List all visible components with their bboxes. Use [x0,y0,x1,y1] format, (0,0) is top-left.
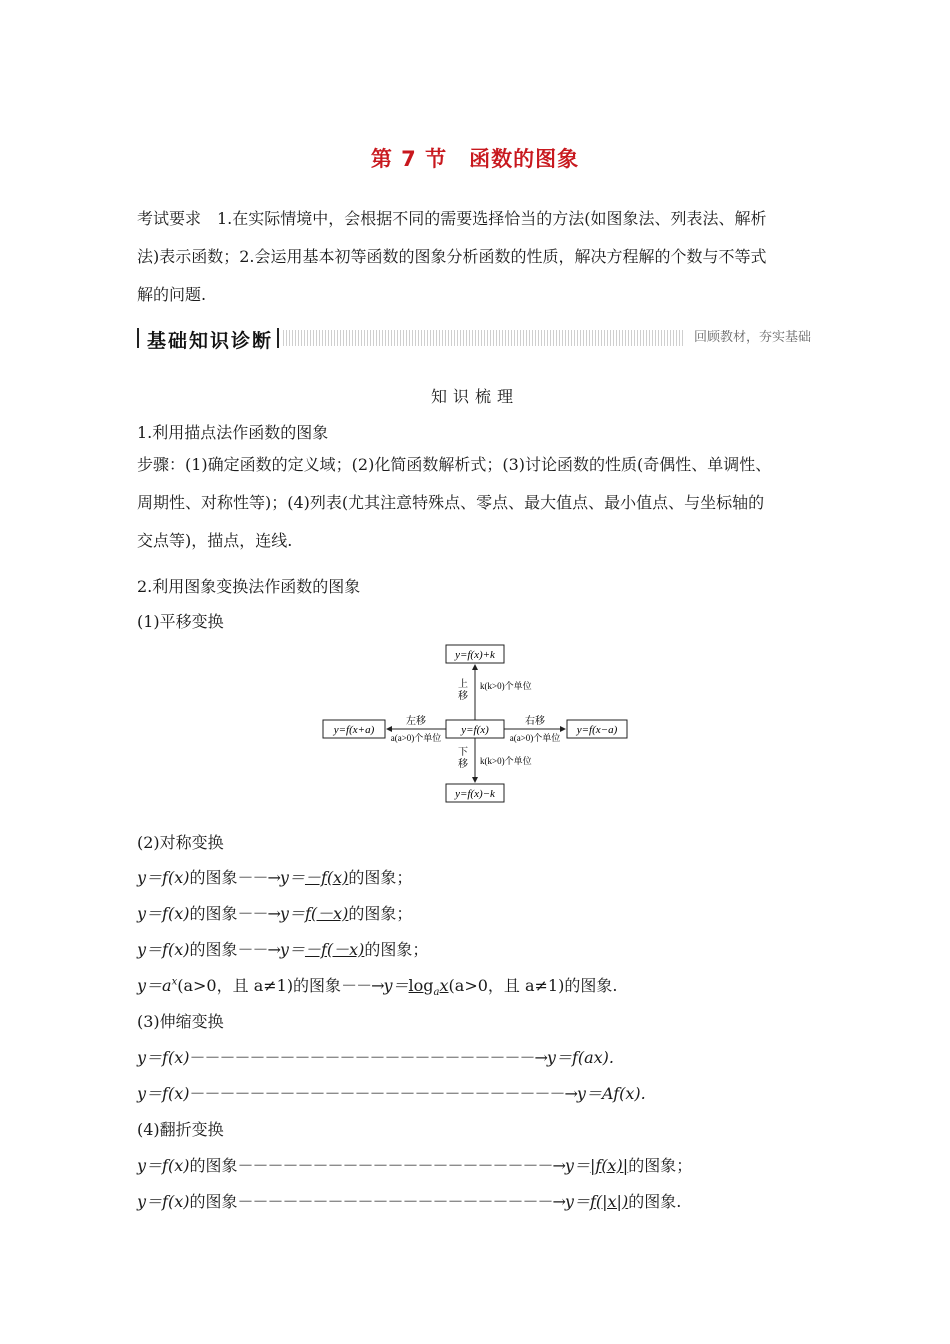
box-top-label: y=f(x)+k [455,649,495,661]
symmetry-row-1 [137,865,412,888]
item1-heading: 1.利用描点法作函数的图象 [137,423,329,442]
flip1-answer: |f(x)| [589,1156,629,1175]
sym2-y: y＝ [279,904,305,923]
symmetry-row-4 [137,973,617,998]
requirements-line-3: 解的问题. [137,285,207,304]
str1-arrow: －－－－－－－－－－－－－－－－－－－－－－－→ [189,1048,547,1067]
flip1-source: y＝f(x) [137,1156,190,1175]
down-move-char-1: 下 [458,747,468,758]
flip-row-1 [137,1153,692,1176]
flip2-text: 的图象 [189,1192,238,1211]
flip1-text: 的图象 [189,1156,238,1175]
str2-arrow: －－－－－－－－－－－－－－－－－－－－－－－－－→ [189,1084,577,1103]
left-move-label: 左移 [406,716,426,727]
down-move-char-2: 移 [458,759,468,770]
item1-line-2: 周期性、对称性等)；(4)列表(尤其注意特殊点、零点、最大值点、最小值点、与坐标轴的 [137,493,765,512]
item1-line-3: 交点等)，描点，连线. [137,531,293,550]
flip-row-2 [137,1189,681,1212]
sym3-tail: 的图象； [364,940,429,959]
stretch-row-2 [137,1081,646,1104]
symmetry-row-3 [137,937,428,960]
sym2-tail: 的图象； [348,904,413,923]
sym2-source: y＝f(x) [137,904,190,923]
sym4-text: (a>0，且 a≠1)的图象 [177,976,342,995]
up-move-char-1: 上 [458,679,468,690]
sym2-answer: f(－x) [304,904,349,923]
flip-heading: (4)翻折变换 [137,1120,224,1139]
stretch-heading: (3)伸缩变换 [137,1012,224,1031]
flip2-y: y＝ [564,1192,590,1211]
str1-result: y＝f(ax). [546,1048,615,1067]
sym1-source: y＝f(x) [137,868,190,887]
item1-steps [137,446,815,560]
sym4-tail: (a>0，且 a≠1)的图象. [448,976,618,995]
flip1-arrow: －－－－－－－－－－－－－－－－－－－－－→ [237,1156,565,1175]
symmetry-row-2 [137,901,412,924]
right-unit-label: a(a>0)个单位 [509,733,561,743]
down-unit-label: k(k>0)个单位 [480,756,532,766]
requirements-line-1: 考试要求 1.在实际情境中，会根据不同的需要选择恰当的方法(如图象法、列表法、解析 [137,209,767,228]
page-title: 第 7 节 函数的图象 [370,147,580,171]
sym4-arrow: －－→ [341,976,384,995]
sym4-log: log [408,976,434,995]
box-right-label: y=f(x−a) [576,724,618,736]
item2-heading: 2.利用图象变换法作函数的图象 [137,577,361,596]
flip1-y: y＝ [564,1156,590,1175]
right-move-label: 右移 [525,716,545,727]
item1-line-1: 步骤：(1)确定函数的定义域；(2)化简函数解析式；(3)讨论函数的性质(奇偶性、单调性、 [137,455,772,474]
sym1-tail: 的图象； [348,868,413,887]
banner-bar-left [137,328,139,348]
box-center-label: y=f(x) [461,724,489,736]
left-unit-label: a(a>0)个单位 [390,733,442,743]
flip1-tail: 的图象； [628,1156,693,1175]
translation-diagram [320,640,630,810]
up-unit-label: k(k>0)个单位 [480,681,532,691]
sym1-arrow: －－→ [237,868,280,887]
banner-label: 基础知识诊断 [147,330,274,352]
section-banner [137,326,815,350]
section-title: 知识梳理 [430,387,519,406]
str1-source: y＝f(x) [137,1048,190,1067]
banner-bar-mid [277,328,279,348]
sym3-text: 的图象 [189,940,238,959]
sym3-source: y＝f(x) [137,940,190,959]
box-left-label: y=f(x+a) [333,724,375,736]
flip2-tail: 的图象. [628,1192,682,1211]
banner-right-text: 回顾教材，夯实基础 [684,327,815,349]
stretch-row-1 [137,1045,614,1068]
flip2-answer: f(|x|) [589,1192,629,1211]
sym3-y: y＝ [279,940,305,959]
flip2-arrow: －－－－－－－－－－－－－－－－－－－－－→ [237,1192,565,1211]
symmetry-heading: (2)对称变换 [137,833,224,852]
sym4-y: y＝ [383,976,409,995]
sym1-answer: －f(x) [304,868,349,887]
box-bottom-label: y=f(x)−k [455,788,495,800]
str2-result: y＝Af(x). [576,1084,646,1103]
sym2-text: 的图象 [189,904,238,923]
translation-heading: (1)平移变换 [137,612,224,631]
sym4-source: y＝a [137,976,172,995]
up-move-char-2: 移 [458,691,468,702]
flip2-source: y＝f(x) [137,1192,190,1211]
sym3-arrow: －－→ [237,940,280,959]
str2-source: y＝f(x) [137,1084,190,1103]
sym2-arrow: －－→ [237,904,280,923]
sym4-x: x [439,976,449,995]
sym4-sub: a [433,987,440,999]
sym4-answer [408,976,449,999]
sym1-y: y＝ [279,868,305,887]
exam-requirements [137,200,815,314]
sym3-answer: －f(－x) [304,940,365,959]
sym1-text: 的图象 [189,868,238,887]
requirements-line-2: 法)表示函数；2.会运用基本初等函数的图象分析函数的性质，解决方程解的个数与不等式 [137,247,767,266]
sym4-sup: x [171,976,178,988]
